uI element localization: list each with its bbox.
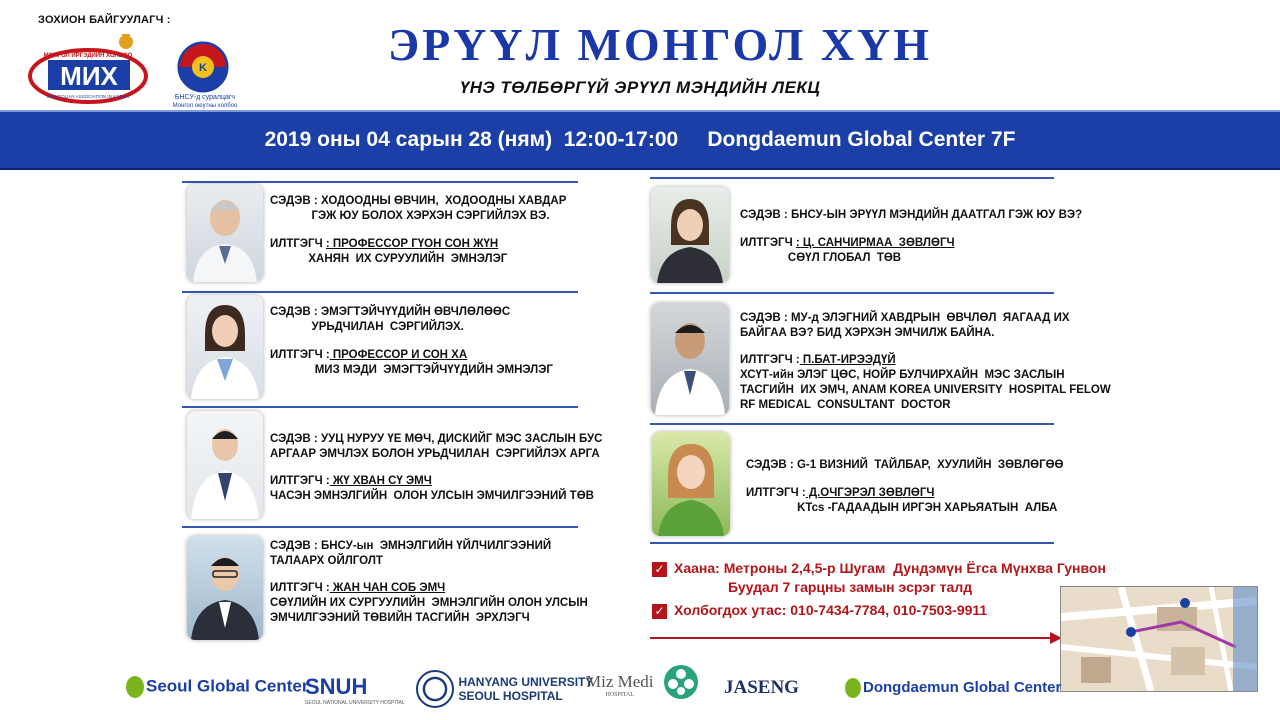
sponsor-dongdaemun-global-center [845, 678, 1061, 698]
pointer-arrow-line [650, 637, 1060, 639]
lecture-topic [740, 311, 1070, 341]
topic-label: СЭДЭВ : [740, 209, 788, 221]
sponsor-name: Seoul Global Center [146, 676, 309, 696]
student-union-logo-mark: K [199, 62, 207, 74]
speaker-affiliation: МИЗ МЭДИ ЭМЭГТЭЙЧҮҮДИЙН ЭМНЭЛЭГ [270, 364, 553, 376]
sponsor-subtext: SEOUL NATIONAL UNIVERSITY HOSPITAL [305, 700, 405, 706]
speaker-name: ЖАН ЧАН СОБ ЭМЧ [329, 582, 446, 594]
topic-label: СЭДЭВ : [270, 433, 318, 445]
card-divider [650, 292, 1054, 294]
speaker-name: : Ц. САНЧИРМАА ЗӨВЛӨГЧ [795, 237, 955, 249]
sponsor-hanyang [416, 670, 593, 708]
lecture-speaker [270, 474, 432, 489]
lecture-topic [740, 208, 1082, 223]
speaker-photo [187, 184, 263, 282]
speaker-label: ИЛТГЭГЧ [740, 237, 793, 249]
speaker-name: Д.ОЧГЭРЭЛ ЗӨВЛӨГЧ [805, 487, 935, 499]
speaker-label: ИЛТГЭГЧ : [740, 354, 800, 366]
mix-association-logo [28, 30, 148, 108]
topic-text: БНСУ-ын ЭМНЭЛГИЙН ҮЙЛЧИЛГЭЭНИЙ ТАЛААРХ ОЙЛГОЛТ [270, 540, 552, 567]
speaker-photo [651, 187, 729, 283]
mizmedi-flower-icon [663, 664, 699, 705]
seoul-global-logo-icon [126, 676, 144, 698]
lecture-topic [746, 458, 1064, 473]
speaker-name: П.БАТ-ИРЭЭДҮЙ [799, 354, 896, 366]
speaker-label: ИЛТГЭГЧ : [270, 349, 330, 361]
lecture-speaker [740, 353, 896, 368]
topic-label: СЭДЭВ : [270, 540, 318, 552]
speaker-name: : ПРОФЕССОР ГҮОН СОН ЖҮН [325, 238, 499, 250]
speaker-affiliation: ХАНЯН ИХ СУРУУЛИЙН ЭМНЭЛЭГ [270, 253, 508, 265]
lecture-topic [270, 305, 510, 335]
sponsor-snuh [305, 674, 405, 706]
card-divider [650, 177, 1054, 179]
location-map [1060, 586, 1258, 692]
mix-logo-text: МИХ [60, 61, 118, 91]
speaker-name: ПРОФЕССОР И СОН ХА [329, 349, 468, 361]
lecture-topic [270, 194, 566, 224]
speaker-label: ИЛТГЭГЧ [270, 238, 323, 250]
card-divider [182, 181, 578, 183]
lecture-speaker [270, 348, 467, 363]
topic-label: СЭДЭВ : [270, 195, 318, 207]
lecture-speaker [740, 236, 955, 251]
card-divider [650, 423, 1054, 425]
topic-text: БНСУ-ЫН ЭРҮҮЛ МЭНДИЙН ДААТГАЛ ГЭЖ ЮУ ВЭ? [787, 209, 1083, 221]
student-union-logo-line1: БНСУ-д суралцагч [174, 94, 236, 101]
event-datetime-venue: 2019 оны 04 сарын 28 (ням) 12:00-17:00 Dongdaemun Global Center 7F [264, 128, 1016, 151]
sponsor-name: Miz Medi [586, 672, 654, 691]
event-banner [0, 110, 1280, 170]
checkbox-icon: ✓ [652, 562, 667, 577]
lecture-speaker [270, 581, 445, 596]
card-divider [650, 542, 1054, 544]
location-text: Хаана: Метроны 2,4,5-р Шугам Дундэмүн Ёгса Мүнхва Гунвон [674, 560, 1106, 576]
mix-logo-top-text: МОНГОЛ ИРГЭДИЙН ХОЛБОО [43, 53, 133, 59]
speaker-label: ИЛТГЭГЧ : [270, 475, 330, 487]
speaker-affiliation: ХСҮТ-ийн ЭЛЭГ ЦӨС, НОЙР БУЛЧИРХАЙН МЭС ЗАСЛЫН ТАСГИЙН ИХ ЭМЧ, ANAM KOREA UNIVERSITY HOSPITAL FELOW RF MEDICAL CONSULTANT DOCTOR [740, 369, 1111, 411]
sponsor-name: SNUH [305, 674, 368, 699]
lecture-topic [270, 539, 551, 569]
speaker-photo [187, 295, 263, 399]
topic-text: G-1 ВИЗНИЙ ТАЙЛБАР, ХУУЛИЙН ЗӨВЛӨГӨӨ [793, 459, 1064, 471]
card-divider [182, 406, 578, 408]
speaker-name: ЖҮ ХВАН СҮ ЭМЧ [329, 475, 432, 487]
student-union-logo [160, 40, 250, 110]
dongdaemun-logo-icon [845, 678, 861, 698]
topic-label: СЭДЭВ : [740, 312, 788, 324]
sponsor-jaseng: JASENG [724, 677, 799, 698]
location-text-line2: Буудал 7 гарцны замын эсрэг талд [728, 579, 973, 595]
speaker-affiliation: ЧАСЭН ЭМНЭЛГИЙН ОЛОН УЛСЫН ЭМЧИЛГЭЭНИЙ ТӨВ [270, 490, 594, 502]
topic-label: СЭДЭВ : [746, 459, 794, 471]
speaker-affiliation: СӨҮЛИЙН ИХ СУРГУУЛИЙН ЭМНЭЛГИЙН ОЛОН УЛСЫН ЭМЧИЛГЭЭНИЙ ТӨВИЙН ТАСГИЙН ЭРХЛЭГЧ [270, 597, 588, 624]
mix-logo-bottom-text: MONGOLIAN ASSOCIATION IN KOREA [47, 94, 129, 99]
speaker-affiliation: СӨҮЛ ГЛОБАЛ ТӨВ [740, 252, 902, 264]
sponsor-mizmedi [586, 672, 654, 698]
lecture-speaker [270, 237, 498, 252]
topic-text: ЭМЭГТЭЙЧҮҮДИЙН ӨВЧЛӨЛӨӨС УРЬДЧИЛАН СЭРГИЙЛЭХ. [311, 306, 511, 333]
speaker-photo [187, 536, 263, 640]
topic-text: ХОДООДНЫ ӨВЧИН, ХОДООДНЫ ХАВДАР ГЭЖ ЮУ БОЛОХ ХЭРХЭН СЭРГИЙЛЭХ ВЭ. [311, 195, 567, 222]
card-divider [182, 526, 578, 528]
sponsor-subtext: HOSPITAL [605, 692, 635, 698]
hanyang-seal-icon [416, 670, 454, 708]
speaker-photo [651, 303, 729, 415]
page-title: ЭРҮҮЛ МОНГОЛ ХҮН [387, 19, 933, 70]
speaker-photo [652, 432, 730, 536]
organizer-label: ЗОХИОН БАЙГУУЛАГЧ : [38, 14, 171, 26]
sponsor-name: HANYANG UNIVERSITY [458, 675, 594, 689]
lecture-topic [270, 432, 602, 462]
checkbox-icon: ✓ [652, 604, 667, 619]
speaker-affiliation: KTcs -ГАДААДЫН ИРГЭН ХАРЬЯАТЫН АЛБА [746, 502, 1058, 514]
student-union-logo-line2: Монгол оюутны холбоо [172, 103, 238, 109]
page-subtitle: ҮНЭ ТӨЛБӨРГҮЙ ЭРҮҮЛ МЭНДИЙН ЛЕКЦ [459, 78, 821, 97]
sponsor-name-line2: SEOUL HOSPITAL [458, 689, 563, 703]
topic-label: СЭДЭВ : [270, 306, 318, 318]
sponsor-seoul-global-center [126, 676, 308, 698]
topic-text: МУ-д ЭЛЭГНИЙ ХАВДРЫН ӨВЧЛӨЛ ЯАГААД ИХ БАЙГАА ВЭ? БИД ХЭРХЭН ЭМЧИЛЖ БАЙНА. [740, 312, 1070, 339]
speaker-label: ИЛТГЭГЧ : [270, 582, 330, 594]
contact-phone: Холбогдох утас: 010-7434-7784, 010-7503-9911 [674, 602, 988, 618]
card-divider [182, 291, 578, 293]
speaker-label: ИЛТГЭГЧ : [746, 487, 806, 499]
sponsor-name: Dongdaemun Global Center [863, 678, 1062, 696]
lecture-speaker [746, 486, 934, 501]
topic-text: УУЦ НУРУУ ҮЕ МӨЧ, ДИСКИЙГ МЭС ЗАСЛЫН БУС АРГААР ЭМЧЛЭХ БОЛОН УРЬДЧИЛАН СЭРГИЙЛЭХ АРГА [270, 433, 603, 460]
speaker-photo [187, 411, 263, 519]
